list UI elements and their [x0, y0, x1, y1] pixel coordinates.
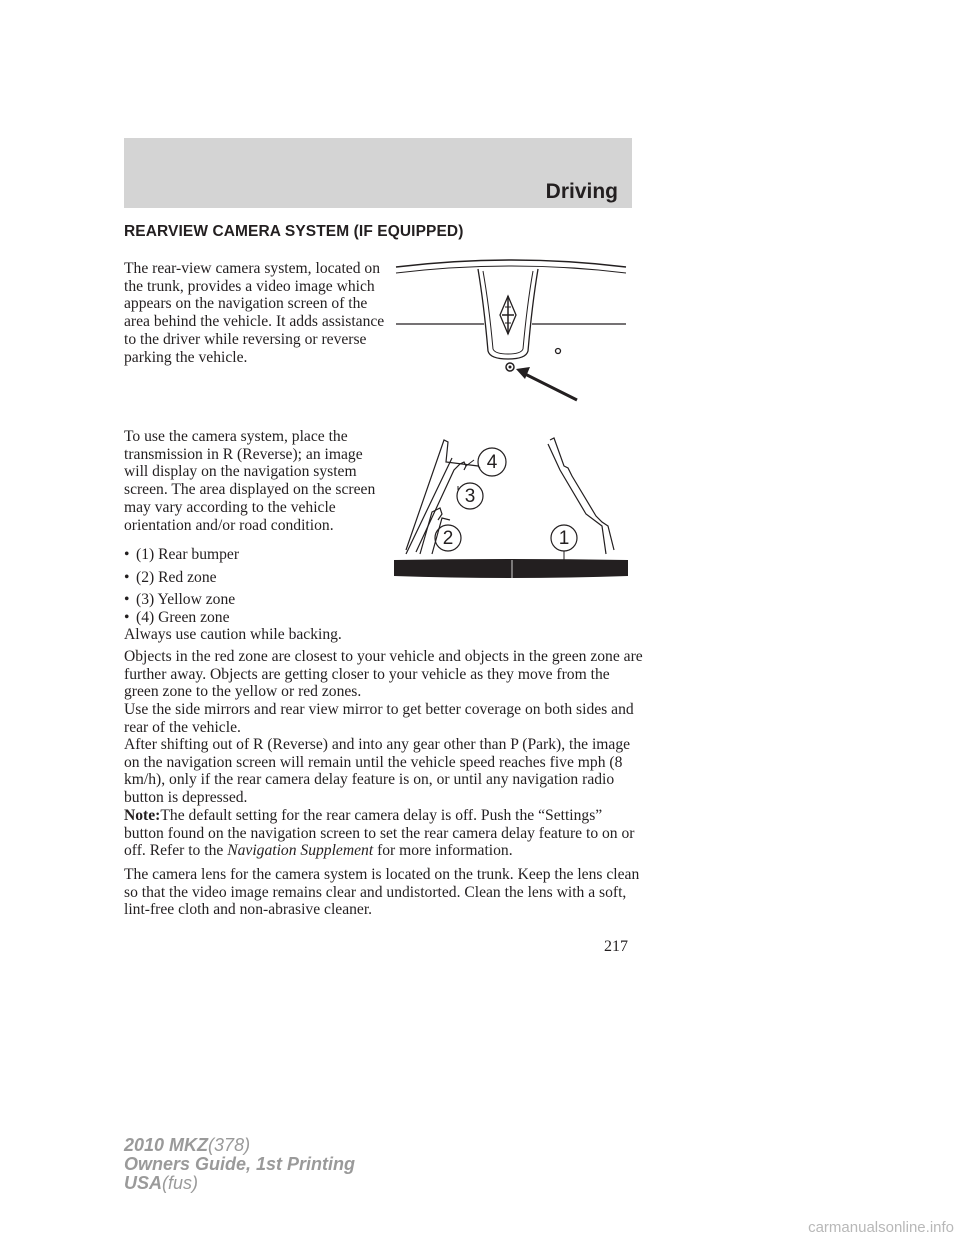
zone-list — [124, 546, 239, 625]
navigation-supplement-reference: Navigation Supplement — [227, 842, 374, 860]
caution-paragraph: Always use caution while backing. — [124, 626, 342, 643]
zones-paragraph: Objects in the red zone are closest to your vehicle and objects in the green zone are further away. Objects are getting closer to your vehicle as they move from the green zone to the yellow or red zones. — [124, 648, 643, 701]
header-band — [124, 138, 632, 208]
svg-text:2: 2 — [442, 528, 454, 549]
page-number: 217 — [604, 938, 628, 955]
lincoln-logo — [500, 296, 516, 334]
list-item: • (4) Green zone — [124, 609, 230, 626]
callout-1 — [551, 525, 577, 564]
svg-text:3: 3 — [464, 486, 476, 507]
list-item: • (2) Red zone — [124, 568, 217, 586]
lens-paragraph: The camera lens for the camera system is located on the trunk. Keep the lens clean so that the video image remains clear and undistorted. Clean the lens with a soft, lint-free cloth and non-abrasive cleaner. — [124, 866, 640, 919]
watermark: carmanualsonline.info — [808, 1219, 954, 1236]
callout-2 — [435, 525, 461, 551]
trunk-camera-figure — [392, 255, 632, 405]
svg-text:1: 1 — [558, 528, 570, 549]
list-item: • (3) Yellow zone — [124, 591, 236, 608]
footer: 2010 MKZ(378) Owners Guide, 1st Printing USA(fus) — [124, 1135, 356, 1193]
camera-zones-figure — [392, 430, 632, 580]
list-item: • (1) Rear bumper — [124, 546, 240, 563]
note-paragraph: Note:The default setting for the rear camera delay is off. Push the “Settings” button found on the navigation screen to set the rear camera delay feature to on or off. Refer to the Navigation Supplement for more information. — [124, 807, 635, 860]
section-title: Driving — [545, 180, 618, 203]
note-label: Note: — [124, 807, 161, 824]
section-heading: REARVIEW CAMERA SYSTEM (IF EQUIPPED) — [124, 223, 464, 240]
callout-4 — [466, 448, 506, 476]
callout-3 — [457, 483, 483, 509]
intro-paragraph: The rear-view camera system, located on the trunk, provides a video image which appears on the navigation screen of the area behind the vehicle. It adds assistance to the driver while reversing or reverse parking the vehicle. — [124, 260, 385, 366]
arrow-icon — [516, 367, 577, 400]
shifting-paragraph: After shifting out of R (Reverse) and into any gear other than P (Park), the image on the navigation screen will remain until the vehicle speed reaches five mph (8 km/h), only if the rear camera delay feature is on, or until any navigation radio button is depressed. — [124, 736, 631, 807]
use-paragraph: To use the camera system, place the transmission in R (Reverse); an image will display on the navigation system screen. The area displayed on the screen may vary according to the vehicle orientation and/or road condition. — [124, 428, 376, 534]
rear-bumper — [394, 559, 628, 578]
svg-text:4: 4 — [486, 452, 498, 473]
mirrors-paragraph: Use the side mirrors and rear view mirror to get better coverage on both sides and rear of the vehicle. — [124, 701, 634, 736]
